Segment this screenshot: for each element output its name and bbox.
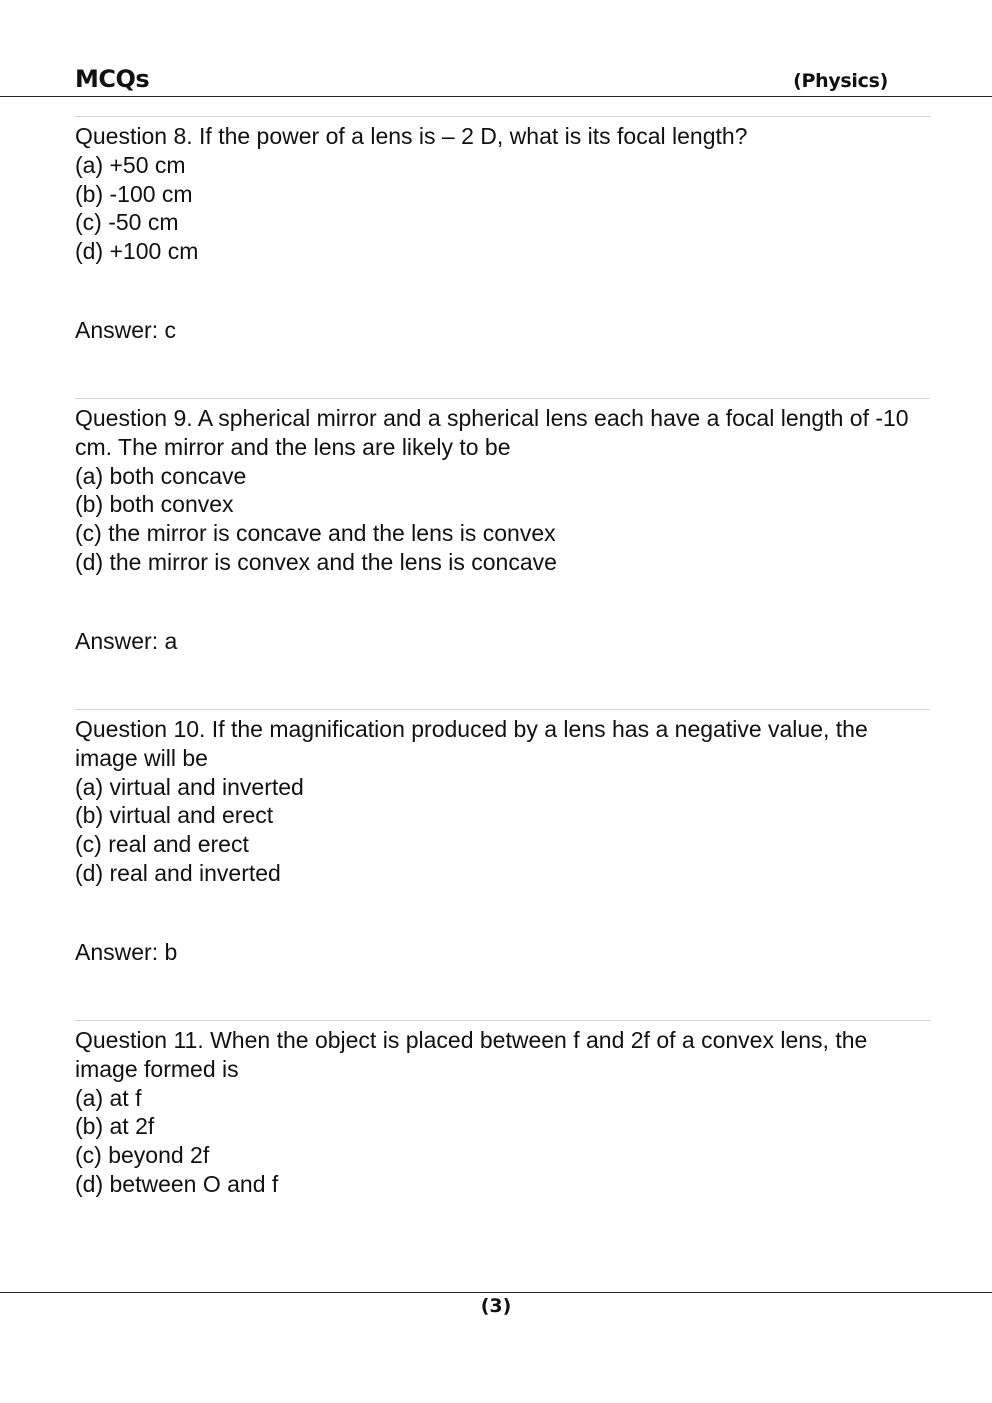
footer-divider xyxy=(0,1292,992,1293)
option-d: (d) between O and f xyxy=(75,1170,279,1197)
question-text: Question 11. When the object is placed between f and 2f of a convex lens, the image formed is xyxy=(75,1027,868,1082)
option-c: (c) beyond 2f xyxy=(75,1142,210,1169)
answer-10: Answer: b xyxy=(75,939,178,965)
question-text: Question 10. If the magnification produced by a lens has a negative value, the image will be xyxy=(75,716,868,771)
option-b: (b) -100 cm xyxy=(75,180,193,207)
option-d: (d) the mirror is convex and the lens is concave xyxy=(75,548,557,575)
option-d: (d) +100 cm xyxy=(75,238,199,265)
option-b: (b) at 2f xyxy=(75,1113,155,1140)
answer-8: Answer: c xyxy=(75,317,176,343)
answer-9: Answer: a xyxy=(75,628,178,654)
option-b: (b) virtual and erect xyxy=(75,802,274,829)
option-a: (a) both concave xyxy=(75,462,247,489)
header-divider xyxy=(0,96,992,97)
option-b: (b) both convex xyxy=(75,491,234,518)
question-divider xyxy=(75,709,930,710)
page-number: (3) xyxy=(480,1295,512,1317)
header-title: MCQs xyxy=(75,65,150,93)
question-divider xyxy=(75,116,930,117)
question-divider xyxy=(75,398,930,399)
option-c: (c) the mirror is concave and the lens is convex xyxy=(75,520,556,547)
question-8 xyxy=(75,122,930,266)
question-text: Question 8. If the power of a lens is – 2 D, what is its focal length? xyxy=(75,123,748,149)
option-a: (a) virtual and inverted xyxy=(75,773,304,800)
question-9 xyxy=(75,404,930,577)
option-a: (a) at f xyxy=(75,1084,142,1111)
question-divider xyxy=(75,1020,930,1021)
question-11 xyxy=(75,1026,930,1199)
option-d: (d) real and inverted xyxy=(75,859,281,886)
option-c: (c) real and erect xyxy=(75,831,249,858)
option-a: (a) +50 cm xyxy=(75,151,186,178)
question-10 xyxy=(75,715,930,888)
option-c: (c) -50 cm xyxy=(75,209,179,236)
question-text: Question 9. A spherical mirror and a spherical lens each have a focal length of -10 cm. The mirror and the lens are likely to be xyxy=(75,405,909,460)
header-subject: (Physics) xyxy=(793,70,888,92)
